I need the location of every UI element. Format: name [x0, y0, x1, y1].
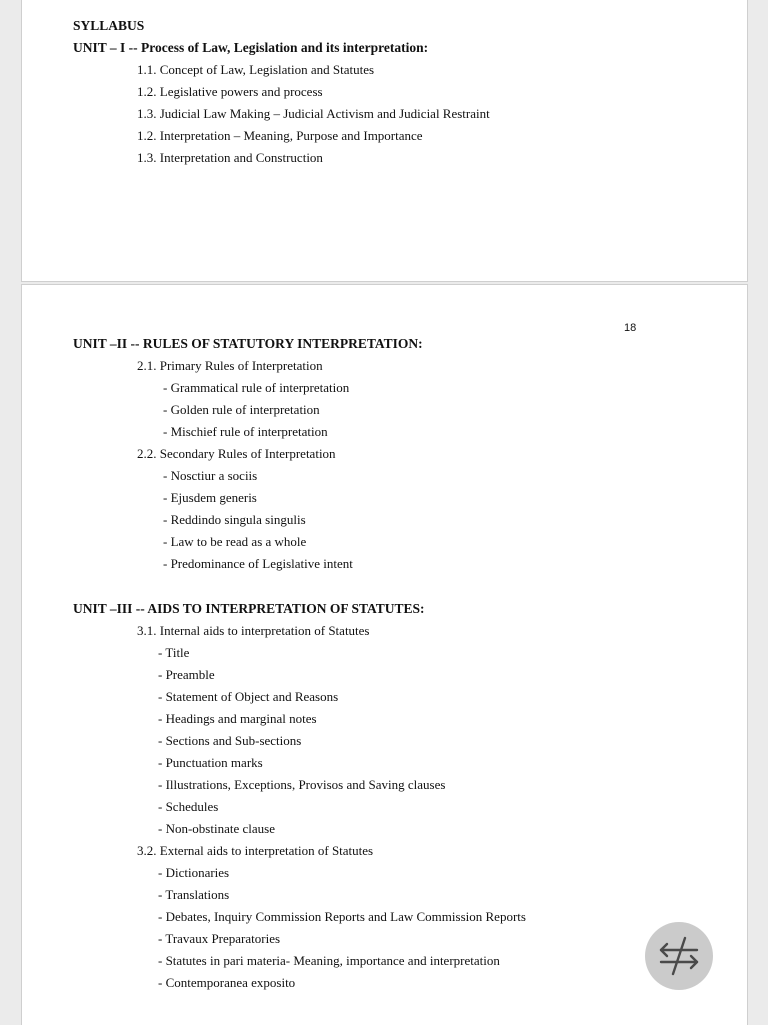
unit-1-item: 1.2. Legislative powers and process [137, 84, 323, 99]
syllabus-heading: SYLLABUS [73, 18, 145, 33]
unit-2-heading: UNIT –II -- RULES OF STATUTORY INTERPRETATION: [73, 336, 423, 351]
list-item: - Ejusdem generis [163, 490, 257, 505]
list-item: - Translations [158, 887, 230, 902]
unit-2-section-heading: 2.1. Primary Rules of Interpretation [137, 358, 323, 373]
list-item: - Reddindo singula singulis [163, 512, 306, 527]
list-item: - Debates, Inquiry Commission Reports and Law Commission Reports [158, 909, 526, 924]
list-item: - Illustrations, Exceptions, Provisos and Saving clauses [158, 777, 446, 792]
list-item: - Nosctiur a sociis [163, 468, 258, 483]
list-item: - Punctuation marks [158, 755, 263, 770]
list-item: - Statutes in pari materia- Meaning, importance and interpretation [158, 953, 500, 968]
unit-3-section-heading: 3.1. Internal aids to interpretation of Statutes [137, 623, 370, 638]
unit-1-item: 1.3. Judicial Law Making – Judicial Activism and Judicial Restraint [137, 106, 490, 121]
list-item: - Contemporanea exposito [158, 975, 296, 990]
page-number: 18 [624, 322, 637, 334]
list-item: - Grammatical rule of interpretation [163, 380, 350, 395]
list-item: - Mischief rule of interpretation [163, 424, 328, 439]
unit-3-section-heading: 3.2. External aids to interpretation of Statutes [137, 843, 374, 858]
list-item: - Title [158, 645, 190, 660]
list-item: - Preamble [158, 667, 215, 682]
list-item: - Sections and Sub-sections [158, 733, 302, 748]
unit-3-heading: UNIT –III -- AIDS TO INTERPRETATION OF STATUTES: [73, 601, 425, 616]
swap-arrows-icon [651, 928, 707, 984]
document-page-2 [21, 284, 748, 1025]
unit-1-item: 1.3. Interpretation and Construction [137, 150, 323, 165]
unit-1-item: 1.1. Concept of Law, Legislation and Statutes [137, 62, 375, 77]
unit-2-section-heading: 2.2. Secondary Rules of Interpretation [137, 446, 336, 461]
list-item: - Statement of Object and Reasons [158, 689, 339, 704]
unit-1-heading: UNIT – I -- Process of Law, Legislation and its interpretation: [73, 40, 429, 55]
list-item: - Predominance of Legislative intent [163, 556, 353, 571]
unit-1-item: 1.2. Interpretation – Meaning, Purpose and Importance [137, 128, 423, 143]
list-item: - Golden rule of interpretation [163, 402, 320, 417]
swap-arrows-button[interactable] [645, 922, 713, 990]
list-item: - Travaux Preparatories [158, 931, 281, 946]
document-page-1 [21, 0, 748, 282]
list-item: - Dictionaries [158, 865, 230, 880]
list-item: - Non-obstinate clause [158, 821, 275, 836]
list-item: - Law to be read as a whole [163, 534, 307, 549]
list-item: - Schedules [158, 799, 219, 814]
list-item: - Headings and marginal notes [158, 711, 317, 726]
